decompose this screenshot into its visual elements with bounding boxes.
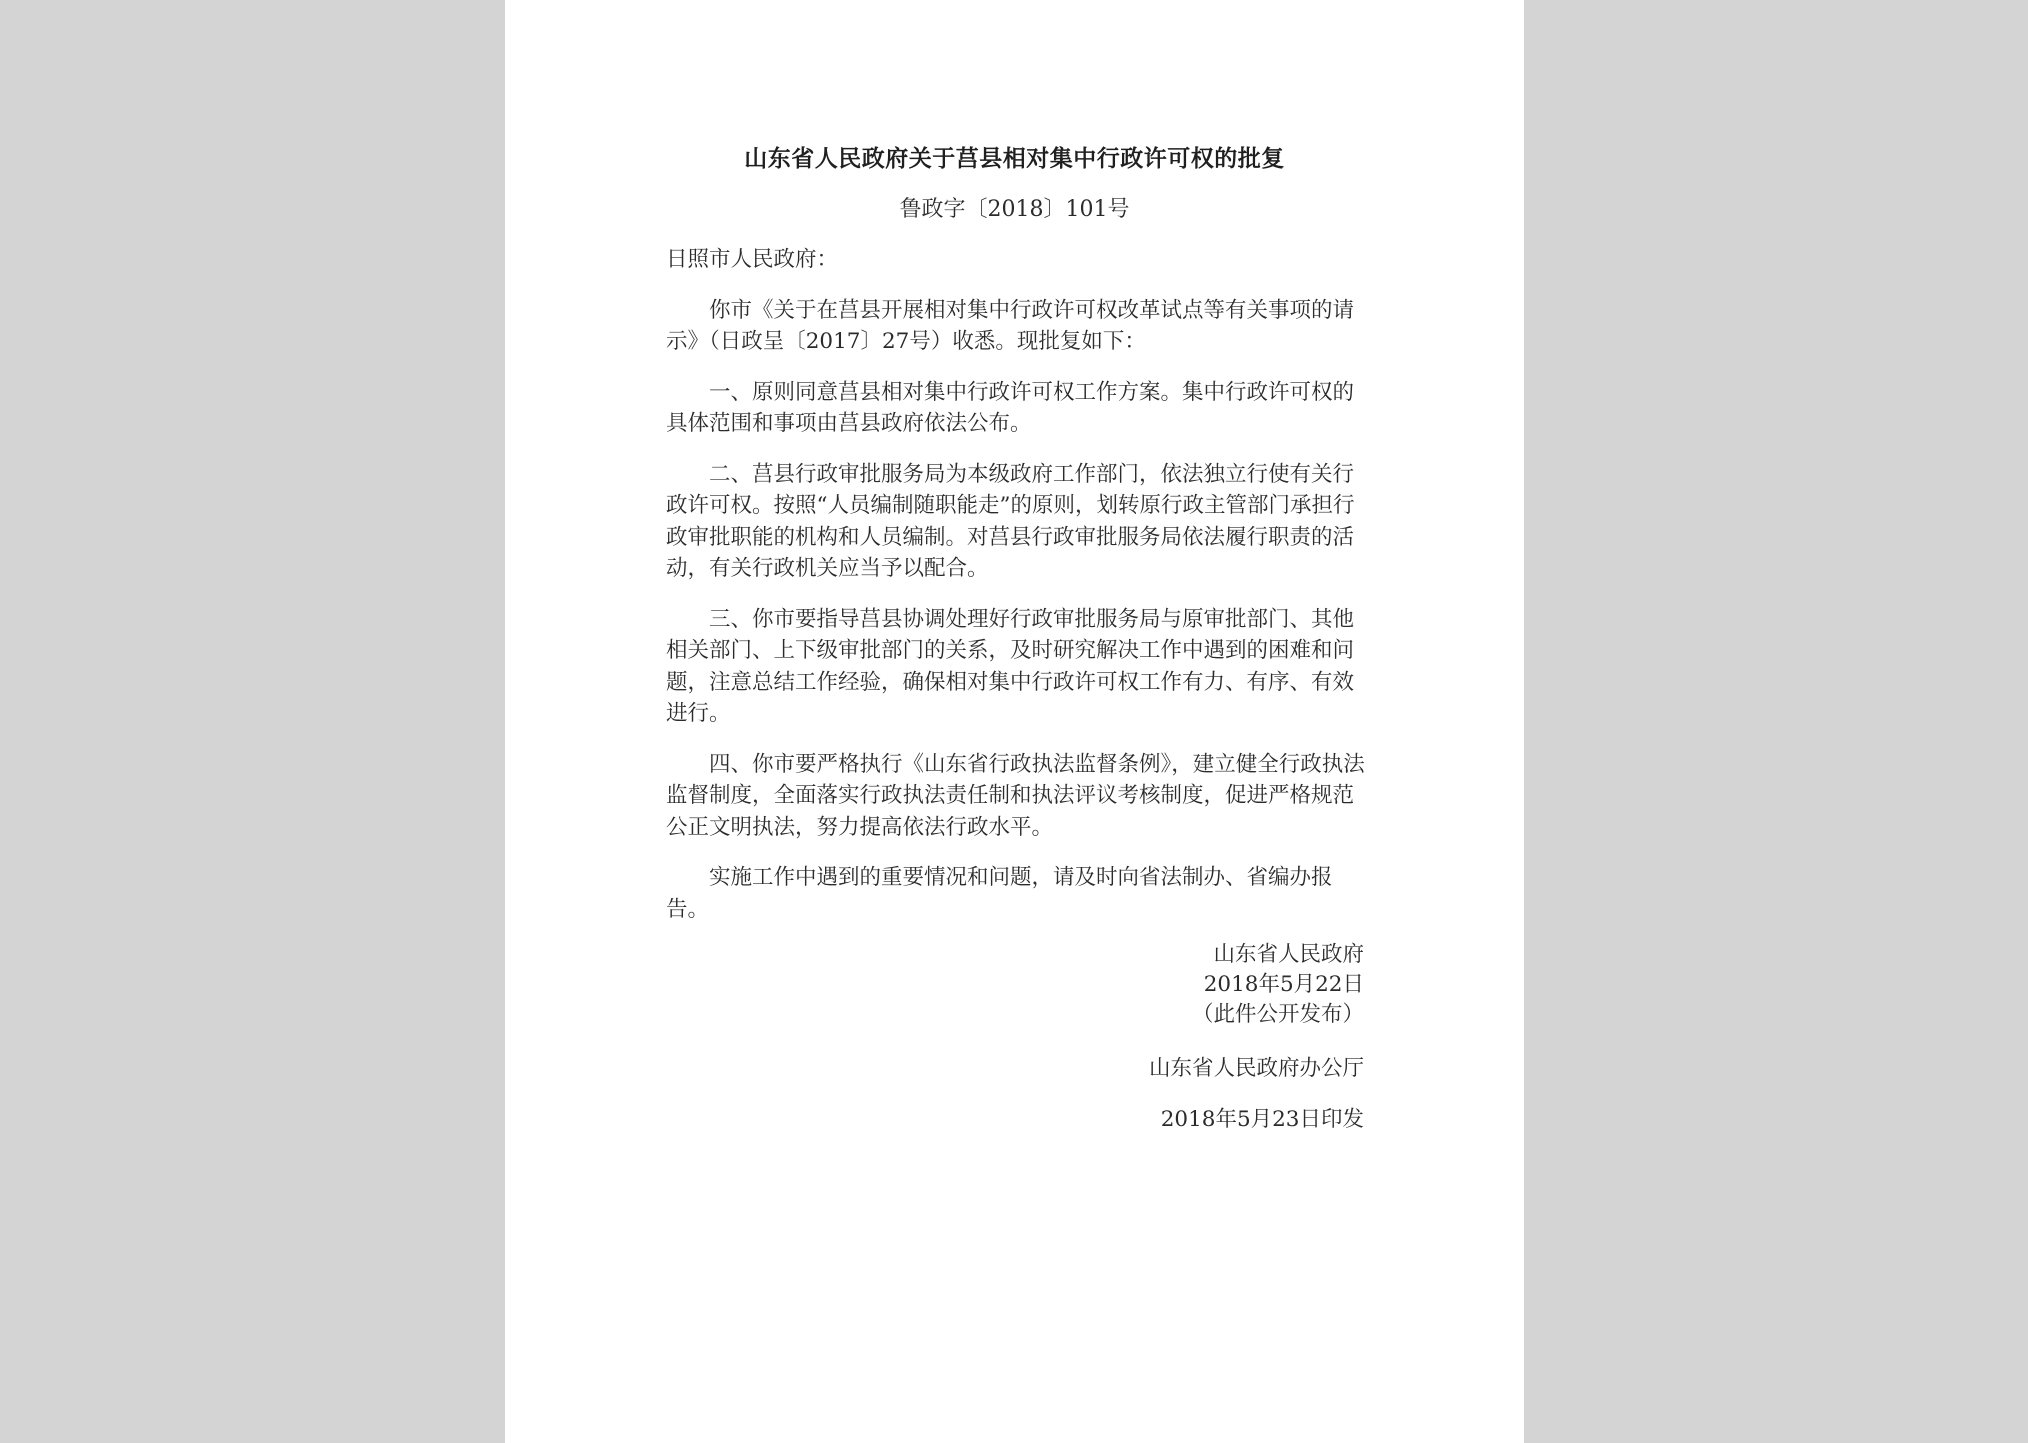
paragraph: 三、你市要指导莒县协调处理好行政审批服务局与原审批部门、其他相关部门、上下级审批部门的关系，及时研究解决工作中遇到的困难和问题，注意总结工作经验，确保相对集中行政许可权工作有力、有序、有效进行。 <box>666 606 1355 726</box>
signature-org: 山东省人民政府 <box>1213 942 1364 967</box>
issuing-office: 山东省人民政府办公厅 <box>1148 1056 1364 1081</box>
signature-block <box>1192 940 1364 1030</box>
paragraph: 二、莒县行政审批服务局为本级政府工作部门，依法独立行使有关行政许可权。按照“人员编制随职能走”的原则，划转原行政主管部门承担行政审批职能的机构和人员编制。对莒县行政审批服务局依法履行职责的活动，有关行政机关应当予以配合。 <box>666 461 1355 581</box>
document-page <box>505 0 1524 1443</box>
paragraph: 四、你市要严格执行《山东省行政执法监督条例》，建立健全行政执法监督制度，全面落实行政执法责任制和执法评议考核制度，促进严格规范公正文明执法，努力提高依法行政水平。 <box>666 751 1365 840</box>
addressee: 日照市人民政府： <box>666 247 839 272</box>
document-title: 山东省人民政府关于莒县相对集中行政许可权的批复 <box>744 145 1285 172</box>
publication-note: （此件公开发布） <box>1191 1002 1364 1027</box>
document-number: 鲁政字〔2018〕101号 <box>899 197 1130 222</box>
print-date: 2018年5月23日印发 <box>1160 1107 1364 1132</box>
paragraph: 你市《关于在莒县开展相对集中行政许可权改革试点等有关事项的请示》（日政呈〔2017〕27号）收悉。现批复如下： <box>666 297 1355 354</box>
paragraph: 一、原则同意莒县相对集中行政许可权工作方案。集中行政许可权的具体范围和事项由莒县政府依法公布。 <box>666 379 1355 436</box>
signature-date: 2018年5月22日 <box>1203 972 1364 997</box>
document-body <box>666 244 1366 925</box>
paragraph: 实施工作中遇到的重要情况和问题，请及时向省法制办、省编办报告。 <box>666 865 1333 922</box>
